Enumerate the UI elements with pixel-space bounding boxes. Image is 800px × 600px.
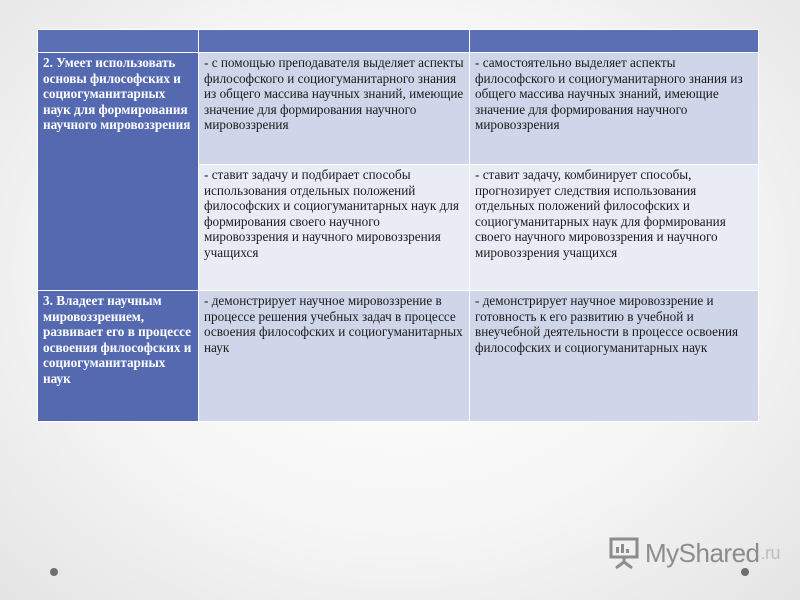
table-row [38,53,759,165]
presentation-board-icon [607,537,641,569]
header-cell-3 [470,30,759,53]
table-cell: - демонстрирует научное мировоззрение в процессе решения учебных задач в процессе освоения философских и социогуманитарных наук [199,291,470,422]
skill-cell: 2. Умеет использовать основы философских и социогуманитарных наук для формирования научного мировоззрения [38,53,199,291]
header-cell-1 [38,30,199,53]
table-row [38,291,759,422]
table-cell: - с помощью преподавателя выделяет аспекты философского и социогуманитарного знания из общего массива научных знаний, имеющие значение для формирования научного мировоззрения [199,53,470,165]
logo-suffix: .ru [760,542,781,563]
competency-table [37,29,759,422]
table-cell: - демонстрирует научное мировоззрение и готовность к его развитию в учебной и внеучебной деятельности в процессе освоения философских и социогуманитарных наук [470,291,759,422]
skill-cell: 3. Владеет научным мировоззрением, развивает его в процессе освоения философских и социогуманитарных наук [38,291,199,422]
table-cell: - ставит задачу и подбирает способы использования отдельных положений философских и социогуманитарных наук для формирования своего научного мировоззрения и научного мировоззрения учащихся [199,165,470,291]
table-cell: - самостоятельно выделяет аспекты философского и социогуманитарного знания из общего массива научных знаний, имеющие значение для формирования научного мировоззрения [470,53,759,165]
table-cell: - ставит задачу, комбинирует способы, прогнозирует следствия использования отдельных положений философских и социогуманитарных наук для формирования своего научного мировоззрения и научного мировоззрения учащихся [470,165,759,291]
table-header-row [38,30,759,53]
logo-text: MyShared [645,537,760,568]
myshared-logo[interactable] [607,535,780,571]
nav-dot-left [50,568,58,576]
nav-dot-right [741,568,749,576]
header-cell-2 [199,30,470,53]
